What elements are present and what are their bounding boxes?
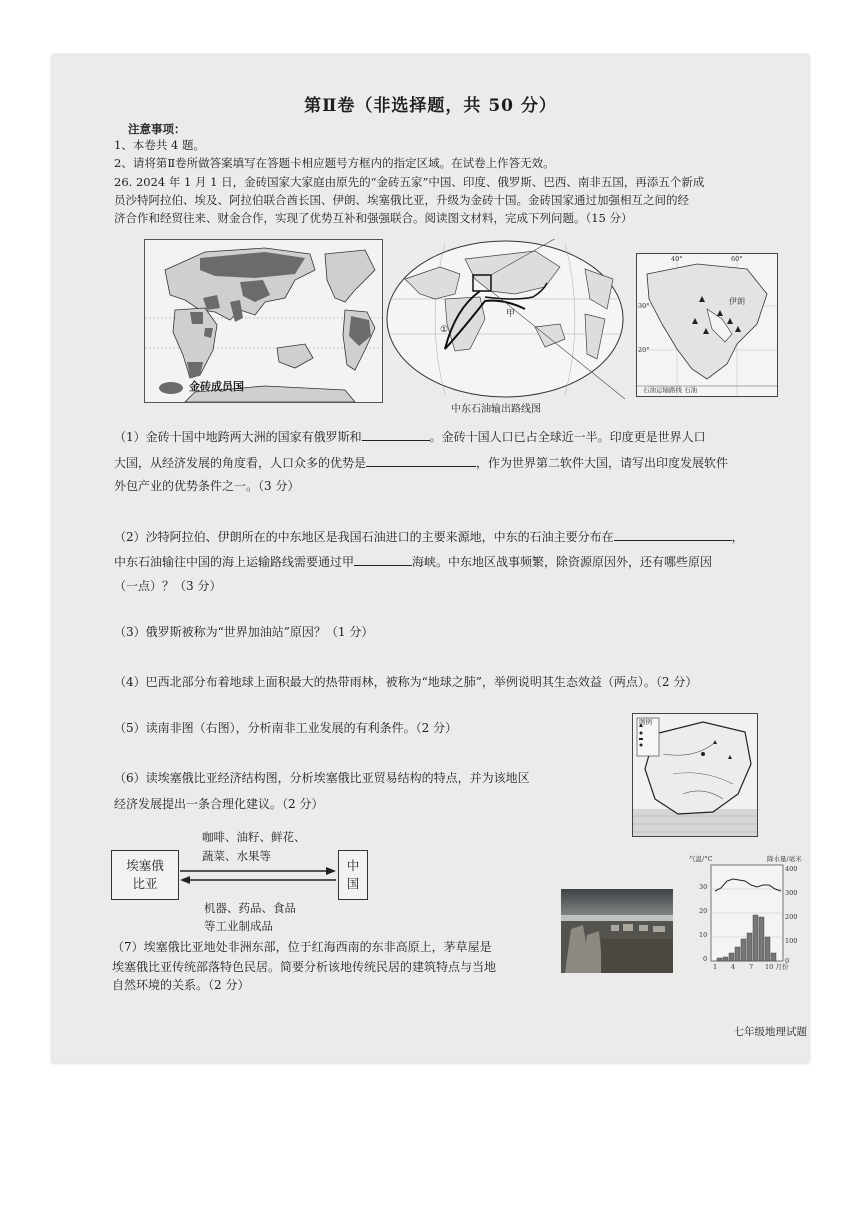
lon-label-40: 40° [671,255,683,263]
temp-tick-30: 30 [699,883,708,891]
precip-axis-label: 降水量/毫米 [767,855,802,863]
sub6-line-1: （6）读埃塞俄比亚经济结构图，分析埃塞俄比亚贸易结构的特点，并为该地区 [114,771,530,785]
sub2-line-3: （一点）？（3 分） [114,579,222,593]
sub1-line-1: （1）金砖十国中地跨两大洲的国家有俄罗斯和 。金砖十国人口已占全球近一半。印度更是世界人口 [114,427,706,446]
q26-intro-line-1: 26. 2024 年 1 月 1 日，金砖国家大家庭由原先的“金砖五家”中国、印度、俄罗斯、巴西、南非五国，再添五个新成 [114,175,705,189]
strait-label-jia: 甲 [506,309,516,319]
notes-item-1: 1、本卷共 4 题。 [114,138,205,152]
export-goods-line-1: 咖啡、油籽、鲜花、 [202,830,306,844]
section-title: 第Ⅱ卷（非选择题，共 50 分） [304,96,557,116]
china-box: 中 国 [338,850,368,900]
brics-world-map [144,239,383,403]
import-goods-line-1: 机器、药品、食品 [204,901,296,915]
trade-arrows [178,867,338,885]
ethiopia-box: 埃塞俄 比亚 [111,850,179,900]
precip-tick-200: 200 [785,913,798,921]
iran-label: 伊朗 [729,297,745,306]
exam-page [52,55,809,1063]
month-tick-4: 4 [731,963,736,971]
q26-intro-line-2: 员沙特阿拉伯、埃及、阿拉伯联合酋长国、伊朗、埃塞俄比亚，升级为金砖十国。金砖国家通过加强相互之间的经 [114,193,689,207]
answer-blank-2[interactable] [366,453,476,467]
oil-route-map-caption: 中东石油输出路线图 [451,404,541,415]
page-footer: 七年级地理试题 [733,1026,807,1038]
lat-label-30: 30° [638,302,650,310]
climate-chart [687,855,809,977]
south-africa-map [632,713,758,837]
sub5: （5）读南非图（右图），分析南非工业发展的有利条件。（2 分） [114,721,458,735]
temp-tick-10: 10 [699,931,708,939]
precip-tick-400: 400 [785,865,798,873]
answer-blank-1[interactable] [362,427,430,441]
month-tick-1: 1 [713,963,718,971]
temp-tick-20: 20 [699,907,708,915]
sub2-line-1: （2）沙特阿拉伯、伊朗所在的中东地区是我国石油进口的主要来源地，中东的石油主要分布在 ， [114,527,744,546]
month-tick-10: 10 月份 [765,963,789,971]
notes-item-2: 2、请将第Ⅱ卷所做答案填写在答题卡相应题号方框内的指定区域。在试卷上作答无效。 [114,156,555,170]
answer-blank-3[interactable] [614,527,732,541]
precip-tick-300: 300 [785,889,798,897]
q26-intro-line-3: 济合作和经贸往来、财金合作，实现了优势互补和强强联合。阅读图文材料，完成下列问题。（15 分） [114,211,633,225]
sub7-line-2: 埃塞俄比亚传统部落特色民居。简要分析该地传统民居的建筑特点与当地 [112,960,497,974]
sub6-line-2: 经济发展提出一条合理化建议。（2 分） [114,797,324,811]
sub1-line-3: 外包产业的优势条件之一。（3 分） [114,479,300,493]
lon-label-60: 60° [731,255,743,263]
middle-east-inset-map [636,253,778,397]
precip-tick-100: 100 [785,937,798,945]
notes-heading: 注意事项： [128,122,186,136]
sub4: （4）巴西北部分布着地球上面积最大的热带雨林，被称为“地球之肺”，举例说明其生态效益（两点）。（2 分） [114,675,698,689]
sub1-line-2: 大国，从经济发展的角度看，人口众多的优势是 ，作为世界第二软件大国，请写出印度发展软件 [114,453,728,472]
sub7-line-3: 自然环境的关系。（2 分） [112,978,250,992]
oil-route-map [385,239,625,399]
inset-legend: 石油运输路线 石油 [643,386,698,394]
lat-label-20: 20° [638,346,650,354]
sa-legend-title: 图例 [639,718,652,726]
route-label-1: ① [440,325,449,335]
answer-blank-4[interactable] [354,552,412,566]
sub2-line-2: 中东石油输往中国的海上运输路线需要通过甲 海峡。中东地区战事频繁，除资源原因外，还有哪些原因 [114,552,712,571]
export-goods-line-2: 蔬菜、水果等 [202,849,271,863]
month-tick-7: 7 [749,963,754,971]
temp-axis-label: 气温/°C [689,855,713,863]
sub3: （3）俄罗斯被称为“世界加油站”原因？（1 分） [114,625,374,639]
import-goods-line-2: 等工业制成品 [204,919,273,933]
thatched-huts-photo [561,889,673,973]
sub7-line-1: （7）埃塞俄比亚地处非洲东部，位于红海西南的东非高原上，茅草屋是 [112,940,492,954]
brics-legend-label: 金砖成员国 [189,380,244,393]
precip-tick-0: 0 [785,957,790,965]
temp-tick-0: 0 [703,955,708,963]
